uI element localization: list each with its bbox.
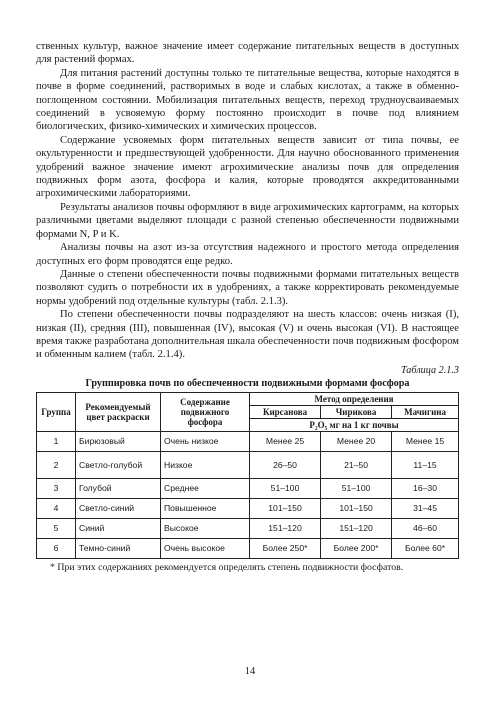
- paragraph-6: Данные о степени обеспеченности почвы подвижными формами питательных веществ позволяют судить о потребности их в удобрениях, а также корректировать рекомендуемые нормы удобрений под отдельные культуры (табл. 2.1.3).: [36, 268, 459, 307]
- cell-kirsanov: 101–150: [250, 498, 321, 518]
- header-group: Группа: [37, 392, 76, 431]
- paragraph-7: По степени обеспеченности почвы подразделяют на шесть классов: очень низкая (I), низкая (II), средняя (III), повышенная (IV), высокая (V) и очень высокая (VI). В настоящее время также разработана дополнительная шкала обеспеченности почв подвижным фосфором и обменным калием (табл. 2.1.4).: [36, 309, 459, 361]
- header-machigin: Мачигина: [392, 405, 459, 418]
- cell-content: Очень высокое: [161, 538, 250, 558]
- cell-content: Среднее: [161, 478, 250, 498]
- header-unit: P₂O₅ мг на 1 кг почвы: [250, 418, 459, 431]
- header-kirsanov: Кирсанова: [250, 405, 321, 418]
- cell-group: 6: [37, 538, 76, 558]
- table-row: [37, 518, 459, 538]
- header-color: Рекомендуемый цвет раскраски: [76, 392, 161, 431]
- page-number: 14: [244, 666, 256, 677]
- paragraph-2: Для питания растений доступны только те питательные вещества, которые находятся в почве в форме соединений, растворимых в воде и слабых кислотах, а также в обменно-поглощенном состоянии. Мобилизация питательных веществ, переход трудноусваиваемых соединений в усвояемую форму постоянно происходит в почве под влиянием биологических, физико-химических и химических процессов.: [36, 67, 459, 133]
- cell-kirsanov: 26–50: [250, 451, 321, 478]
- table-row: [37, 451, 459, 478]
- cell-kirsanov: Более 250*: [250, 538, 321, 558]
- cell-content: Очень низкое: [161, 431, 250, 451]
- cell-color: Бирюзовый: [76, 431, 161, 451]
- cell-content: Низкое: [161, 451, 250, 478]
- cell-machigin: Более 60*: [392, 538, 459, 558]
- cell-group: 3: [37, 478, 76, 498]
- paragraph-4: Результаты анализов почвы оформляют в виде агрохимических картограмм, на которых различными цветами выделяют площади с разной степенью обеспеченности подвижными формами N, P и K.: [36, 201, 459, 240]
- cell-machigin: 46–60: [392, 518, 459, 538]
- paragraph-1: ственных культур, важное значение имеет содержание питательных веществ в доступных для растений формах.: [36, 41, 459, 66]
- table-number: Таблица 2.1.3: [400, 364, 459, 376]
- cell-chirikov: 101–150: [321, 498, 392, 518]
- cell-machigin: Менее 15: [392, 431, 459, 451]
- cell-content: Повышенное: [161, 498, 250, 518]
- paragraph-3: Содержание усвояемых форм питательных веществ зависит от типа почвы, ее окультуренности и предшествующей удобренности. Для научно обоснованного применения удобрений важное значение имеют агрохимические анализы почв для определения подвижных форм азота, фосфора и калия, которые проводятся аккредитованными агрохимическими лабораториями.: [36, 134, 459, 200]
- cell-group: 2: [37, 451, 76, 478]
- cell-chirikov: Более 200*: [321, 538, 392, 558]
- table-row: [37, 478, 459, 498]
- header-chirikov: Чирикова: [321, 405, 392, 418]
- cell-chirikov: 21–50: [321, 451, 392, 478]
- cell-color: Светло-голубой: [76, 451, 161, 478]
- cell-content: Высокое: [161, 518, 250, 538]
- cell-color: Светло-синий: [76, 498, 161, 518]
- cell-kirsanov: 151–120: [250, 518, 321, 538]
- cell-kirsanov: 51–100: [250, 478, 321, 498]
- table-footnote: * При этих содержаниях рекомендуется определять степень подвижности фосфатов.: [50, 561, 404, 573]
- cell-chirikov: 51–100: [321, 478, 392, 498]
- cell-machigin: 16–30: [392, 478, 459, 498]
- cell-group: 5: [37, 518, 76, 538]
- table-row: [37, 431, 459, 451]
- table-title: Группировка почв по обеспеченности подвижными формами фосфора: [85, 377, 410, 389]
- cell-color: Темно-синий: [76, 538, 161, 558]
- cell-machigin: 31–45: [392, 498, 459, 518]
- cell-chirikov: 151–120: [321, 518, 392, 538]
- phosphorus-table: [36, 392, 459, 559]
- document-page: [36, 40, 459, 573]
- table-row: [37, 538, 459, 558]
- cell-color: Голубой: [76, 478, 161, 498]
- cell-color: Синий: [76, 518, 161, 538]
- cell-machigin: 11–15: [392, 451, 459, 478]
- table-row: [37, 498, 459, 518]
- paragraph-5: Анализы почвы на азот из-за отсутствия надежного и простого метода определения доступных его форм проводятся еще редко.: [36, 242, 459, 267]
- cell-chirikov: Менее 20: [321, 431, 392, 451]
- header-method: Метод определения: [250, 392, 459, 405]
- cell-group: 4: [37, 498, 76, 518]
- header-content: Содержание подвижного фосфора: [161, 392, 250, 431]
- cell-kirsanov: Менее 25: [250, 431, 321, 451]
- cell-group: 1: [37, 431, 76, 451]
